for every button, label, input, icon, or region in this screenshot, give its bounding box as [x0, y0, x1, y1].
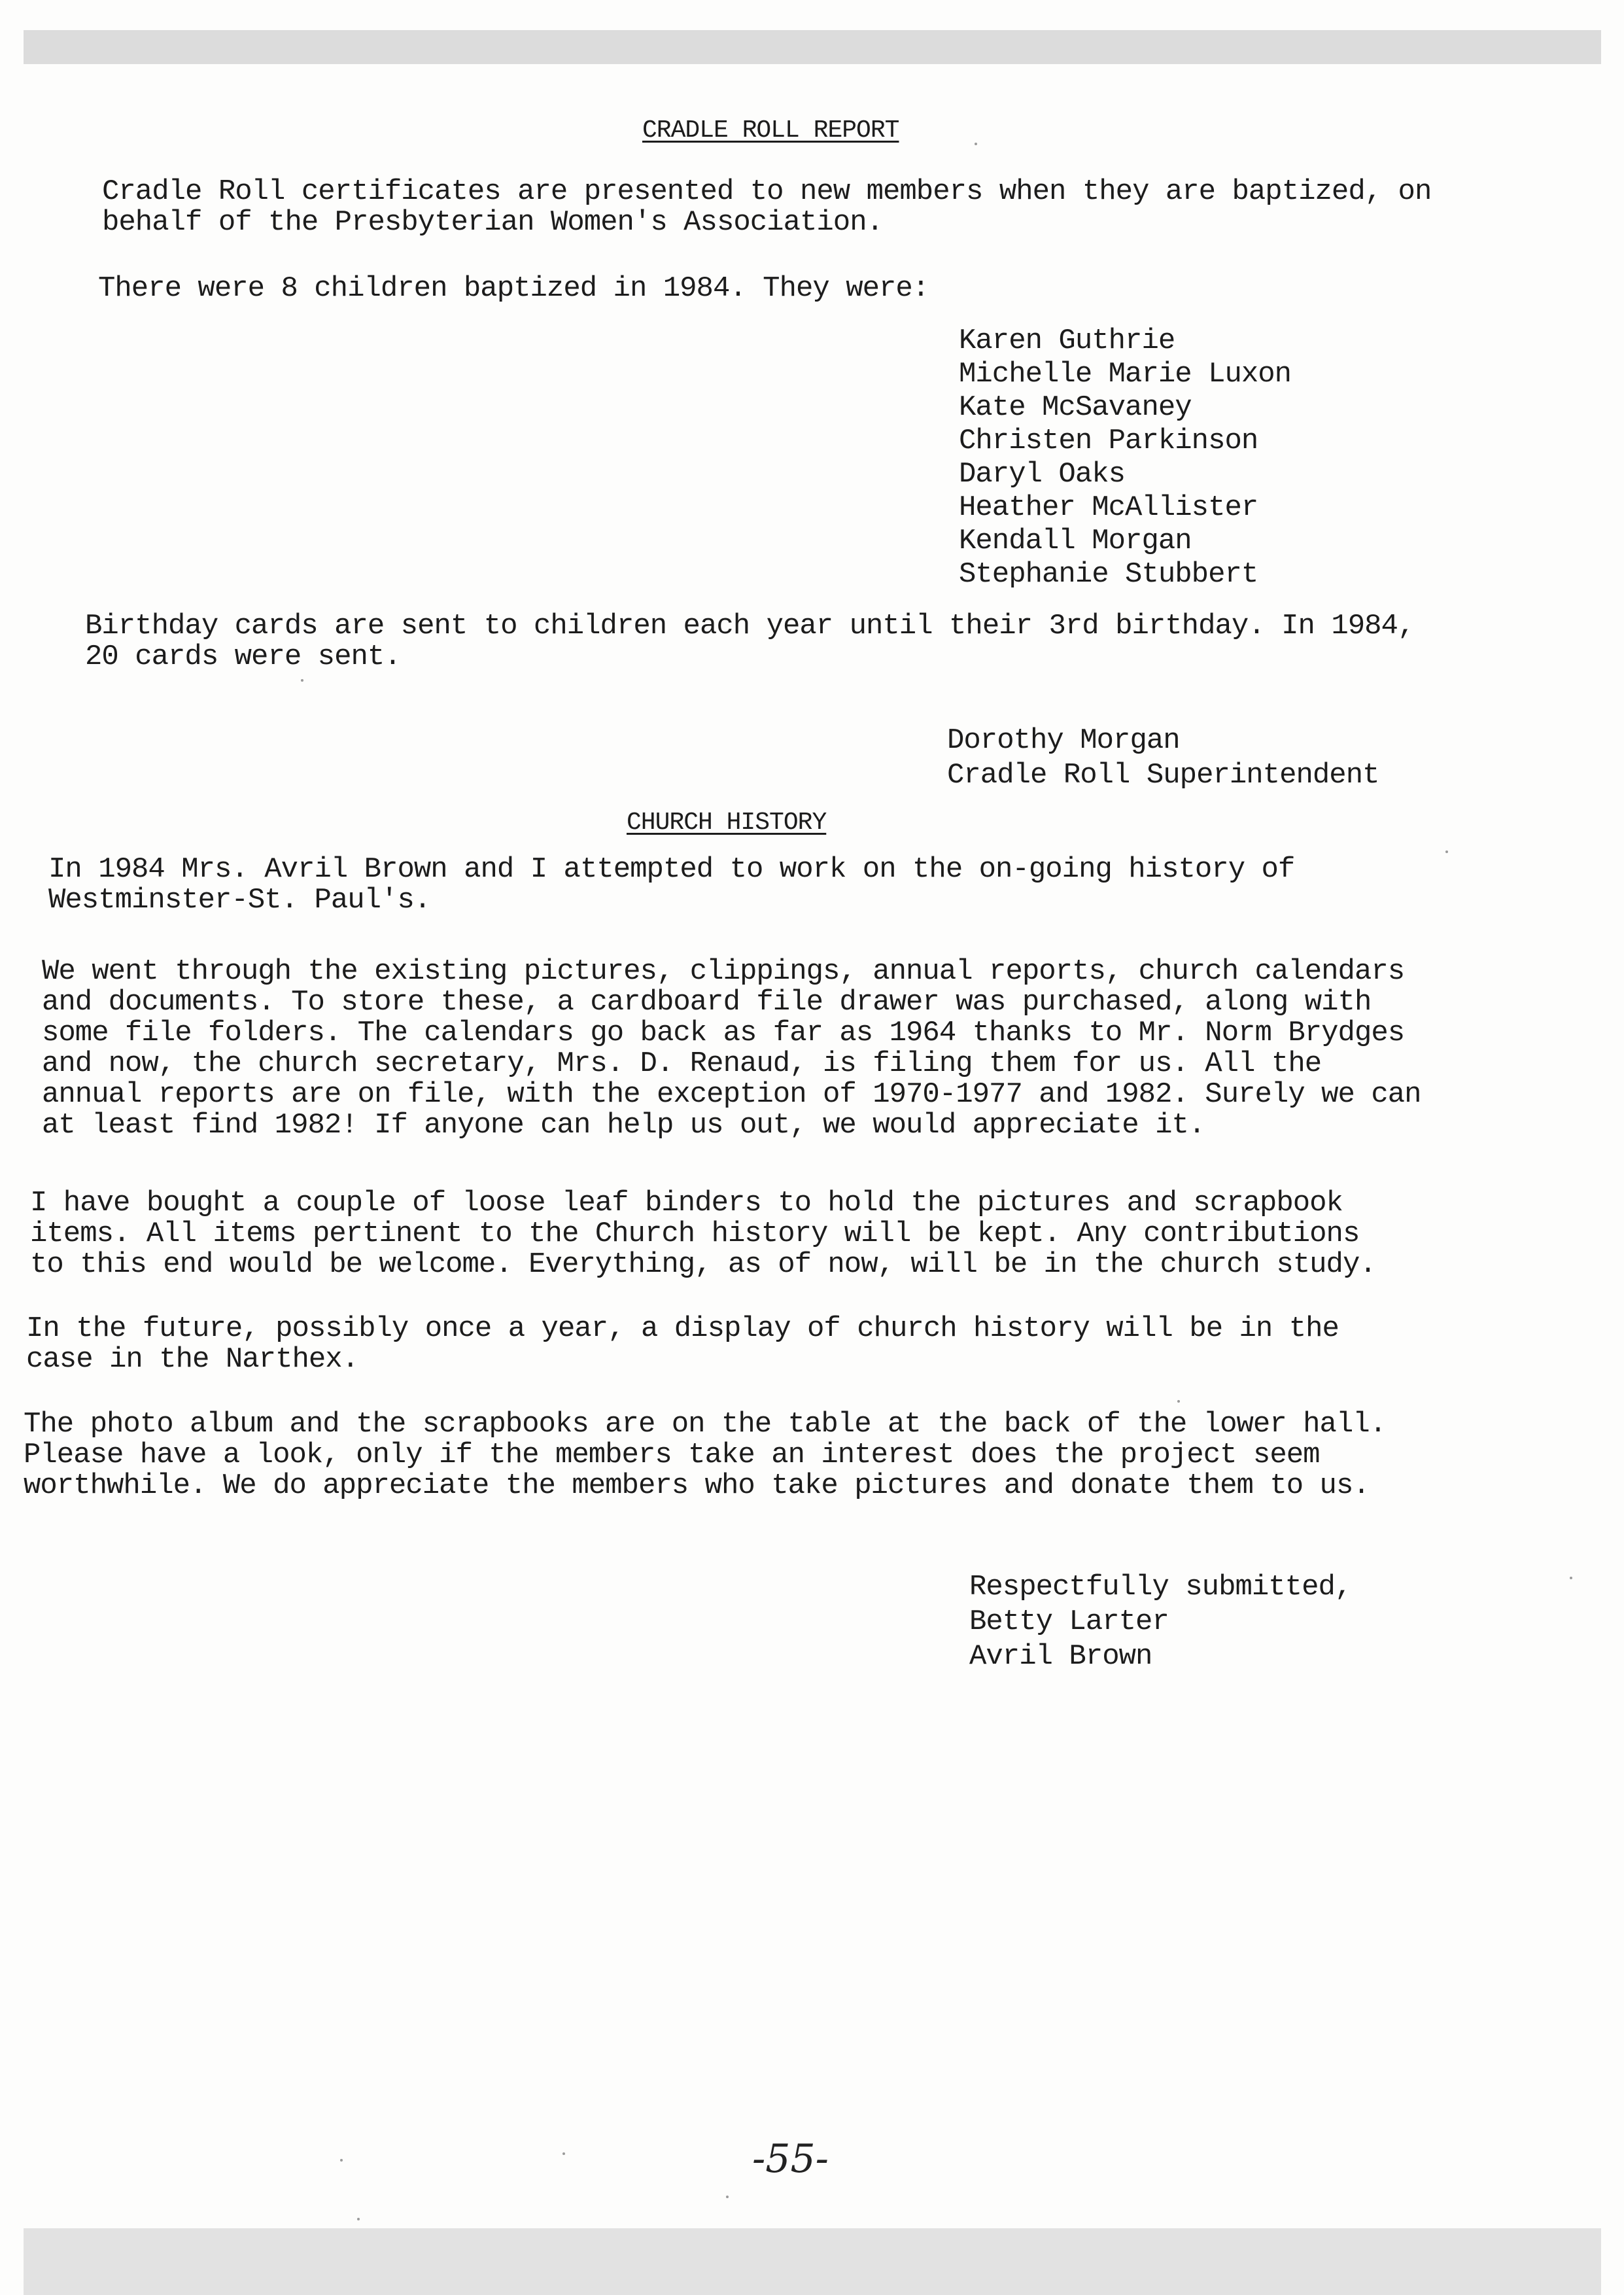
church-history-heading: CHURCH HISTORY: [627, 809, 827, 837]
signature-name: Avril Brown: [969, 1640, 1152, 1673]
signature-salutation: Respectfully submitted,: [969, 1571, 1352, 1603]
scan-speck: [726, 2196, 729, 2198]
child-name: Kate McSavaney: [959, 391, 1192, 424]
scan-speck: [562, 2152, 565, 2155]
history-paragraph-5: [24, 1409, 1386, 1501]
history-line: We went through the existing pictures, clippings, annual reports, church calendars: [42, 955, 1405, 988]
history-line: items. All items pertinent to the Church history will be kept. Any contributions: [30, 1218, 1360, 1250]
history-line: to this end would be welcome. Everything, as of now, will be in the church study.: [30, 1248, 1376, 1281]
cradle-roll-heading: CRADLE ROLL REPORT: [642, 116, 899, 145]
child-name: Stephanie Stubbert: [959, 558, 1258, 591]
scan-speck: [975, 143, 977, 145]
scan-edge-bottom: [24, 2228, 1601, 2295]
history-line: some file folders. The calendars go back as far as 1964 thanks to Mr. Norm Brydges: [42, 1017, 1405, 1049]
history-line: Westminster-St. Paul's.: [48, 884, 431, 917]
scan-speck: [301, 679, 303, 682]
history-line: I have bought a couple of loose leaf binders to hold the pictures and scrapbook: [30, 1187, 1343, 1219]
history-line: In 1984 Mrs. Avril Brown and I attempted to work on the on-going history of: [48, 853, 1295, 886]
cradle-roll-intro-line: behalf of the Presbyterian Women's Association.: [102, 206, 884, 239]
history-line: and now, the church secretary, Mrs. D. Renaud, is filing them for us. All the: [42, 1047, 1322, 1080]
child-name: Kendall Morgan: [959, 525, 1192, 557]
history-paragraph-3: [30, 1188, 1376, 1280]
cradle-roll-intro: [102, 177, 1431, 238]
history-line: The photo album and the scrapbooks are on the table at the back of the lower hall.: [24, 1408, 1387, 1441]
history-line: worthwhile. We do appreciate the members who take pictures and donate them to us.: [24, 1469, 1370, 1502]
child-name: Daryl Oaks: [959, 458, 1126, 491]
child-name: Heather McAllister: [959, 491, 1258, 524]
signature-name: Betty Larter: [969, 1605, 1169, 1638]
history-paragraph-1: [48, 854, 1294, 916]
birthday-cards-line: 20 cards were sent.: [85, 640, 401, 673]
history-paragraph-4: [26, 1314, 1339, 1375]
scan-speck: [1570, 1577, 1572, 1579]
birthday-cards-line: Birthday cards are sent to children each year until their 3rd birthday. In 1984,: [85, 610, 1415, 642]
signature-title: Cradle Roll Superintendent: [947, 759, 1379, 792]
history-line: at least find 1982! If anyone can help us out, we would appreciate it.: [42, 1109, 1205, 1142]
child-name: Michelle Marie Luxon: [959, 358, 1292, 391]
history-line: Please have a look, only if the members take an interest does the project seem: [24, 1439, 1320, 1471]
page-number: -55-: [752, 2136, 829, 2182]
history-line: In the future, possibly once a year, a display of church history will be in the: [26, 1312, 1339, 1345]
history-paragraph-2: [42, 956, 1421, 1141]
baptized-children-list: [959, 324, 1291, 591]
scan-speck: [1445, 850, 1448, 853]
scan-speck: [357, 2218, 360, 2220]
history-line: case in the Narthex.: [26, 1343, 359, 1376]
cradle-roll-signature: [947, 724, 1379, 793]
baptized-statement: There were 8 children baptized in 1984. They were:: [98, 272, 929, 305]
child-name: Karen Guthrie: [959, 324, 1175, 357]
scan-speck: [1177, 1400, 1180, 1403]
child-name: Christen Parkinson: [959, 425, 1258, 457]
birthday-cards-paragraph: [85, 611, 1414, 673]
cradle-roll-intro-line: Cradle Roll certificates are presented to new members when they are baptized, on: [102, 175, 1432, 208]
history-signature-block: [969, 1570, 1351, 1674]
history-line: annual reports are on file, with the exception of 1970-1977 and 1982. Surely we can: [42, 1078, 1421, 1111]
history-line: and documents. To store these, a cardboard file drawer was purchased, along with: [42, 986, 1372, 1019]
scan-edge-top: [24, 30, 1601, 64]
signature-name: Dorothy Morgan: [947, 724, 1180, 757]
scan-speck: [340, 2159, 343, 2162]
